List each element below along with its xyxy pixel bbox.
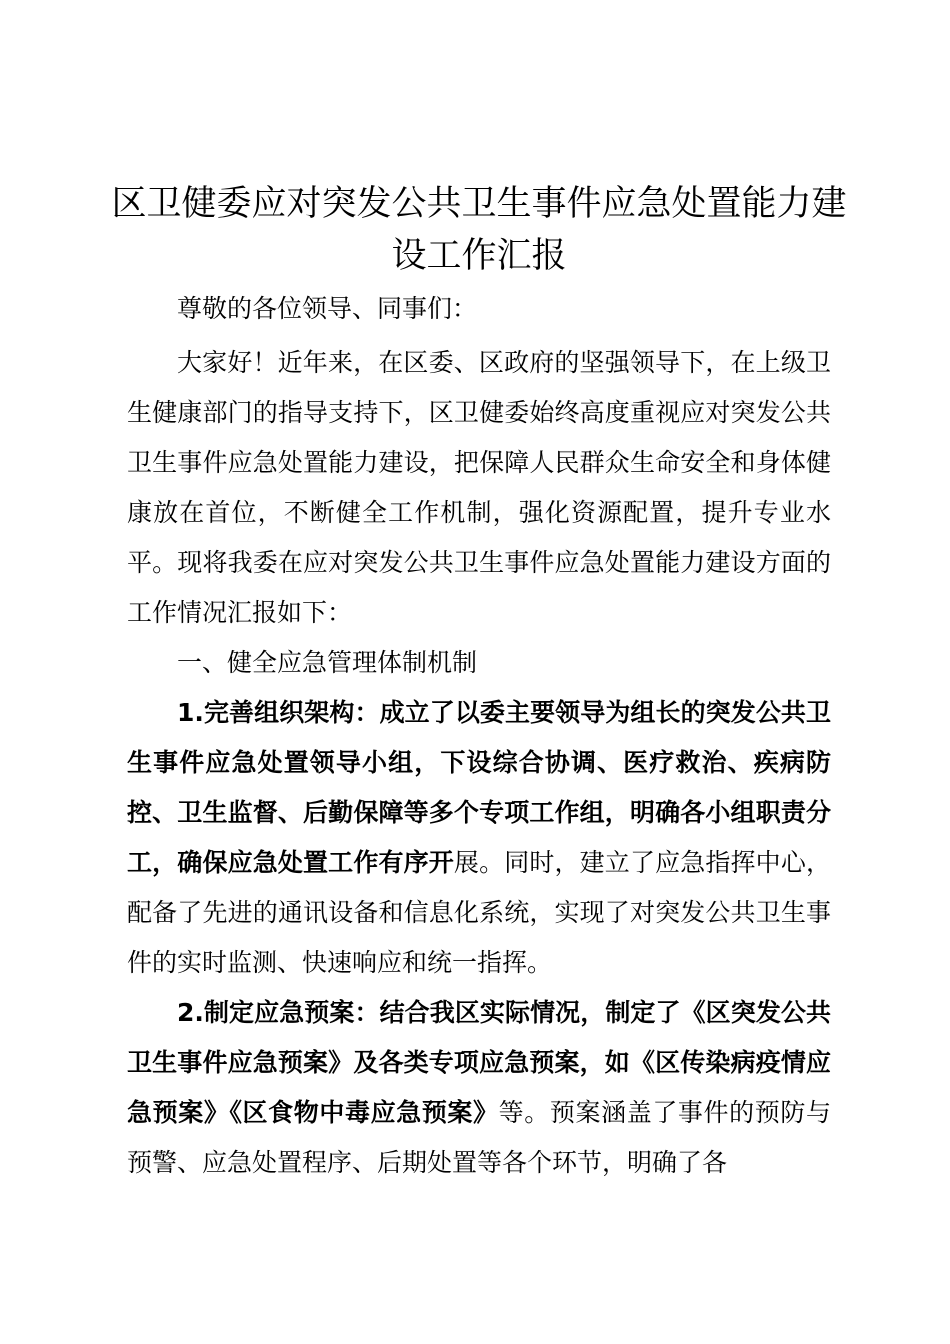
item-paragraph-2: [127, 988, 831, 1188]
document-page: [111, 178, 847, 1188]
intro-paragraph: 大家好！近年来，在区委、区政府的坚强领导下，在上级卫生健康部门的指导支持下，区卫健委始终高度重视应对突发公共卫生事件应急处置能力建设，把保障人民群众生命安全和身体健康放在首位，不断健全工作机制，强化资源配置，提升专业水平。现将我委在应对突发公共卫生事件应急处置能力建设方面的工作情况汇报如下：: [127, 348, 831, 627]
item-1-text: 展。同时，建立了应急指挥中心，配备了先进的通讯设备和信息化系统，实现了对突发公共卫生事件的实时监测、快速响应和统一指挥。: [127, 848, 831, 977]
item-2-bold-text: 2.制定应急预案：结合我区实际情况，制定了《区突发公共卫生事件应急预案》及各类专项应急预案，如《区传染病疫情应急预案》《区食物中毒应急预案》: [127, 998, 831, 1127]
salutation: 尊敬的各位领导、同事们：: [177, 294, 478, 323]
item-2-text: 等。预案涵盖了事件的预防与预警、应急处置程序、后期处置等各个环节，明确了各: [127, 1098, 831, 1177]
section-heading-1: 一、健全应急管理体制机制: [177, 648, 478, 677]
item-1-bold-text: 1.完善组织架构：成立了以委主要领导为组长的突发公共卫生事件应急处置领导小组，下设综合协调、医疗救治、疾病防控、卫生监督、后勤保障等多个专项工作组，明确各小组职责分工，确保应急处置工作有序开: [127, 698, 831, 877]
document-title: 区卫健委应对突发公共卫生事件应急处置能力建设工作汇报: [111, 184, 847, 276]
item-paragraph-1: [127, 688, 831, 988]
